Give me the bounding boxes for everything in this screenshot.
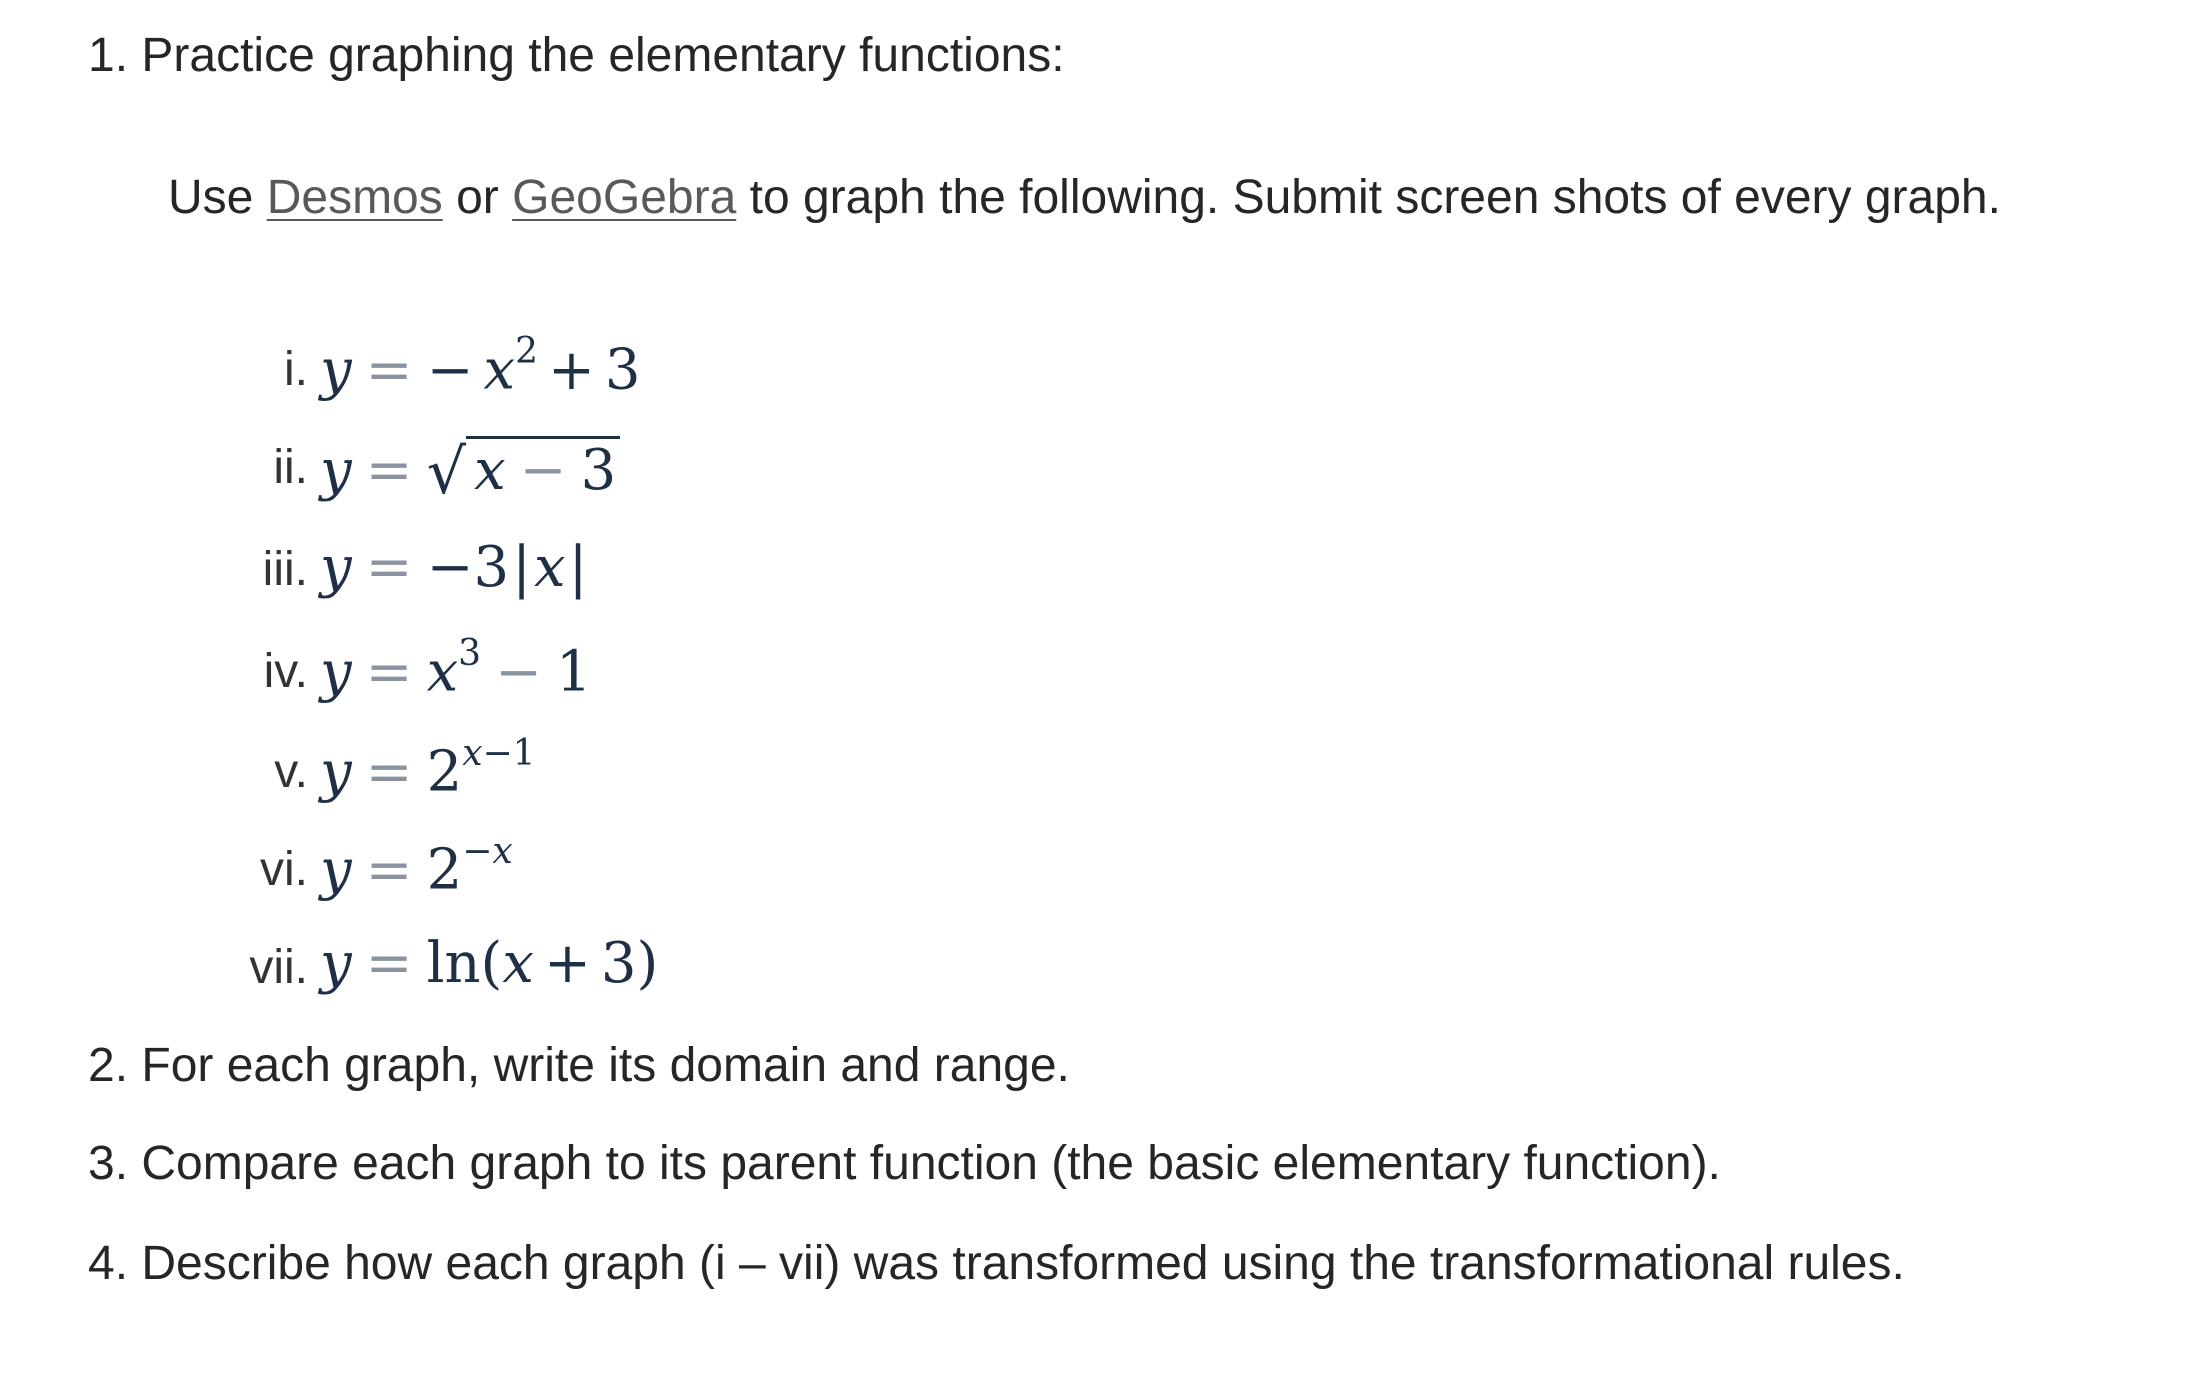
equation-vi: $y = 2^{-x}$: [320, 831, 513, 903]
equation-label-i: i.: [284, 343, 308, 396]
intro-text-or: or: [456, 171, 499, 224]
geogebra-link[interactable]: GeoGebra: [512, 171, 737, 224]
equation-vii: y = ln(x + 3): [320, 931, 659, 996]
item-3-text: 3. Compare each graph to its parent function (the basic elementary function).: [88, 1137, 1721, 1190]
intro-instruction: [168, 171, 2001, 224]
equation-v: $y = 2^{x-1}$: [320, 733, 536, 805]
equation-label-v: v.: [274, 745, 308, 798]
desmos-link[interactable]: Desmos: [266, 171, 443, 224]
intro-text-start: Use: [168, 171, 254, 224]
equation-iv: $y = x^3 - 1$: [320, 633, 592, 705]
equation-ii: y = √ x − 3: [320, 436, 620, 499]
equation-label-ii: ii.: [273, 441, 308, 494]
item-4-text: 4. Describe how each graph (i – vii) was transformed using the transformational rules.: [88, 1237, 1905, 1290]
equation-iii: y = −3|x|: [320, 535, 588, 600]
intro-text-end: to graph the following. Submit screen shots of every graph.: [749, 171, 2001, 224]
item-2-text: 2. For each graph, write its domain and range.: [88, 1039, 1070, 1092]
radical-icon: √: [426, 435, 467, 508]
equation-label-vii: vii.: [249, 941, 308, 994]
equation-i: y = − $x^2 + 3$: [320, 331, 641, 403]
equation-label-iv: iv.: [263, 645, 308, 698]
equation-label-vi: vi.: [260, 843, 308, 896]
item-1-heading: 1. Practice graphing the elementary functions:: [88, 29, 1065, 82]
equation-label-iii: iii.: [262, 543, 308, 596]
